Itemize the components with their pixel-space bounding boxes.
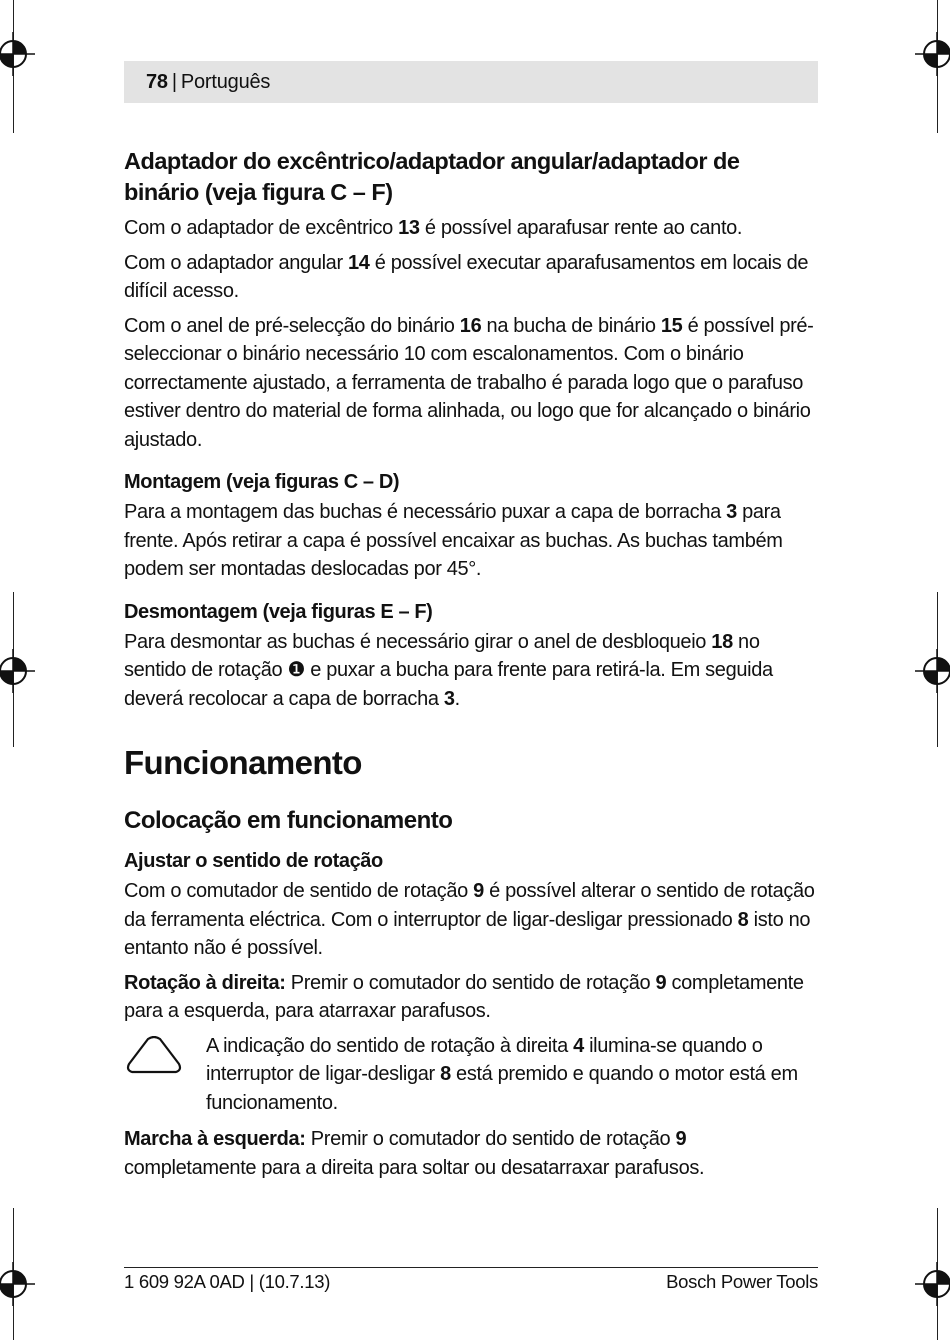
registration-mark-icon [0,649,35,693]
inline-label: Rotação à direita: [124,971,286,994]
registration-mark-icon [915,649,950,693]
page-footer [124,1271,818,1293]
section-title-adapters: Adaptador do excêntrico/adaptador angular/adaptador de binário (veja figura C – F) [124,148,740,205]
main-content [124,146,818,1188]
registration-mark-icon [0,32,35,76]
note-triangle-icon [124,1032,184,1085]
registration-mark-icon [915,32,950,76]
rotation-symbol-icon: ❶ [287,659,306,681]
note-block [124,1032,818,1118]
subsection-title: Colocação em funcionamento [124,807,453,834]
registration-mark-icon [0,1262,35,1306]
paragraph: Para a montagem das buchas é necessário puxar a capa de borracha 3 para frente. Após retirar a capa é possível encaixar as buchas. As buchas também podem ser montadas deslocadas por 45°. [124,501,783,580]
registration-mark-icon [915,1262,950,1306]
header-language: Português [180,70,271,93]
header-separator: | [171,70,177,93]
footer-divider [124,1267,818,1268]
document-code: 1 609 92A 0AD | (10.7.13) [124,1271,331,1292]
inline-label: Marcha à esquerda: [124,1128,306,1150]
paragraph: Rotação à direita: Premir o comutador do sentido de rotação 9 completamente para a esquerda, para atarraxar parafusos. [124,971,804,1022]
section-title-direction: Ajustar o sentido de rotação [124,850,383,872]
paragraph: Com o anel de pré-selecção do binário 16 na bucha de binário 15 é possível pré-seleccionar o binário necessário 10 com escalonamentos. Com o binário correctamente ajustado, a ferramenta de trabalho é parada logo que o parafuso estiver dentro do material de forma alinhada, ou logo que for alcançado o binário ajustado. [124,314,814,451]
paragraph: Com o comutador de sentido de rotação 9 é possível alterar o sentido de rotação da ferramenta eléctrica. Com o interruptor de ligar-desligar pressionado 8 isto no entanto não é possível. [124,880,815,959]
brand-name: Bosch Power Tools [666,1271,818,1292]
chapter-title: Funcionamento [124,744,362,781]
paragraph: Com o adaptador de excêntrico 13 é possível aparafusar rente ao canto. [124,217,743,239]
paragraph: Com o adaptador angular 14 é possível executar aparafusamentos em locais de difícil acesso. [124,251,809,302]
page-header [124,61,818,103]
note-text: A indicação do sentido de rotação à direita 4 ilumina-se quando o interruptor de ligar-desligar 8 está premido e quando o motor está em funcionamento. [206,1034,798,1114]
section-title-mounting: Montagem (veja figuras C – D) [124,471,400,493]
paragraph: Marcha à esquerda: Premir o comutador do sentido de rotação 9 completamente para a direita para soltar ou desatarraxar parafusos. [124,1128,705,1179]
page-number: 78 [146,70,168,93]
paragraph: Para desmontar as buchas é necessário girar o anel de desbloqueio 18 no sentido de rotação ❶ e puxar a bucha para frente para retirá-la. Em seguida deverá recolocar a capa de borracha 3. [124,630,773,710]
section-title-dismounting: Desmontagem (veja figuras E – F) [124,600,433,623]
